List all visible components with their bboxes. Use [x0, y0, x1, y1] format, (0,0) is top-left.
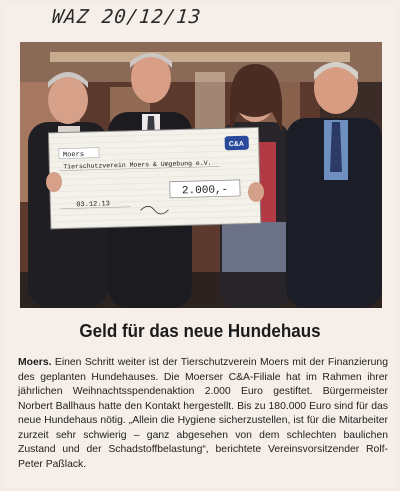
cheque	[48, 127, 260, 228]
article-headline: Geld für das neue Hundehaus	[79, 320, 321, 341]
cheque-city: Moers	[62, 150, 85, 160]
cheque-brand-logo: C&A	[228, 140, 245, 149]
cheque-date: 03.12.13	[76, 200, 111, 210]
handwritten-source-note: WAZ 20/12/13	[50, 6, 203, 28]
cheque-amount: 2.000,-	[181, 184, 229, 198]
article-body-text: Einen Schritt weiter ist der Tierschutzverein Moers mit der Finanzierung des geplanten Hundehauses. Die Moerser C&A-Filiale hat im Rahmen ihrer jährlichen Weihnachtsspendenaktion 2.000 Euro gestiftet. Bürgermeister Norbert Ballhaus hatte den Kontakt hergestellt. Bis zu 180.000 Euro sind für das neue Hundehaus nötig. „Allein die Hygiene sicherzustellen, ist für die Mitarbeiter zurzeit sehr schwierig – ganz abgesehen von dem schlechten baulichen Zustand und der Schadstoffbelastung“, berichtete Vereinsvorsitzender Rolf-Peter Paßlack.	[18, 357, 388, 470]
cheque-payee: Tierschutzverein Moers & Umgebung e.V.	[63, 159, 212, 171]
article-photo	[20, 42, 382, 308]
article-body	[18, 356, 388, 472]
article-dateline: Moers.	[18, 357, 52, 368]
photo-illustration	[20, 42, 382, 308]
